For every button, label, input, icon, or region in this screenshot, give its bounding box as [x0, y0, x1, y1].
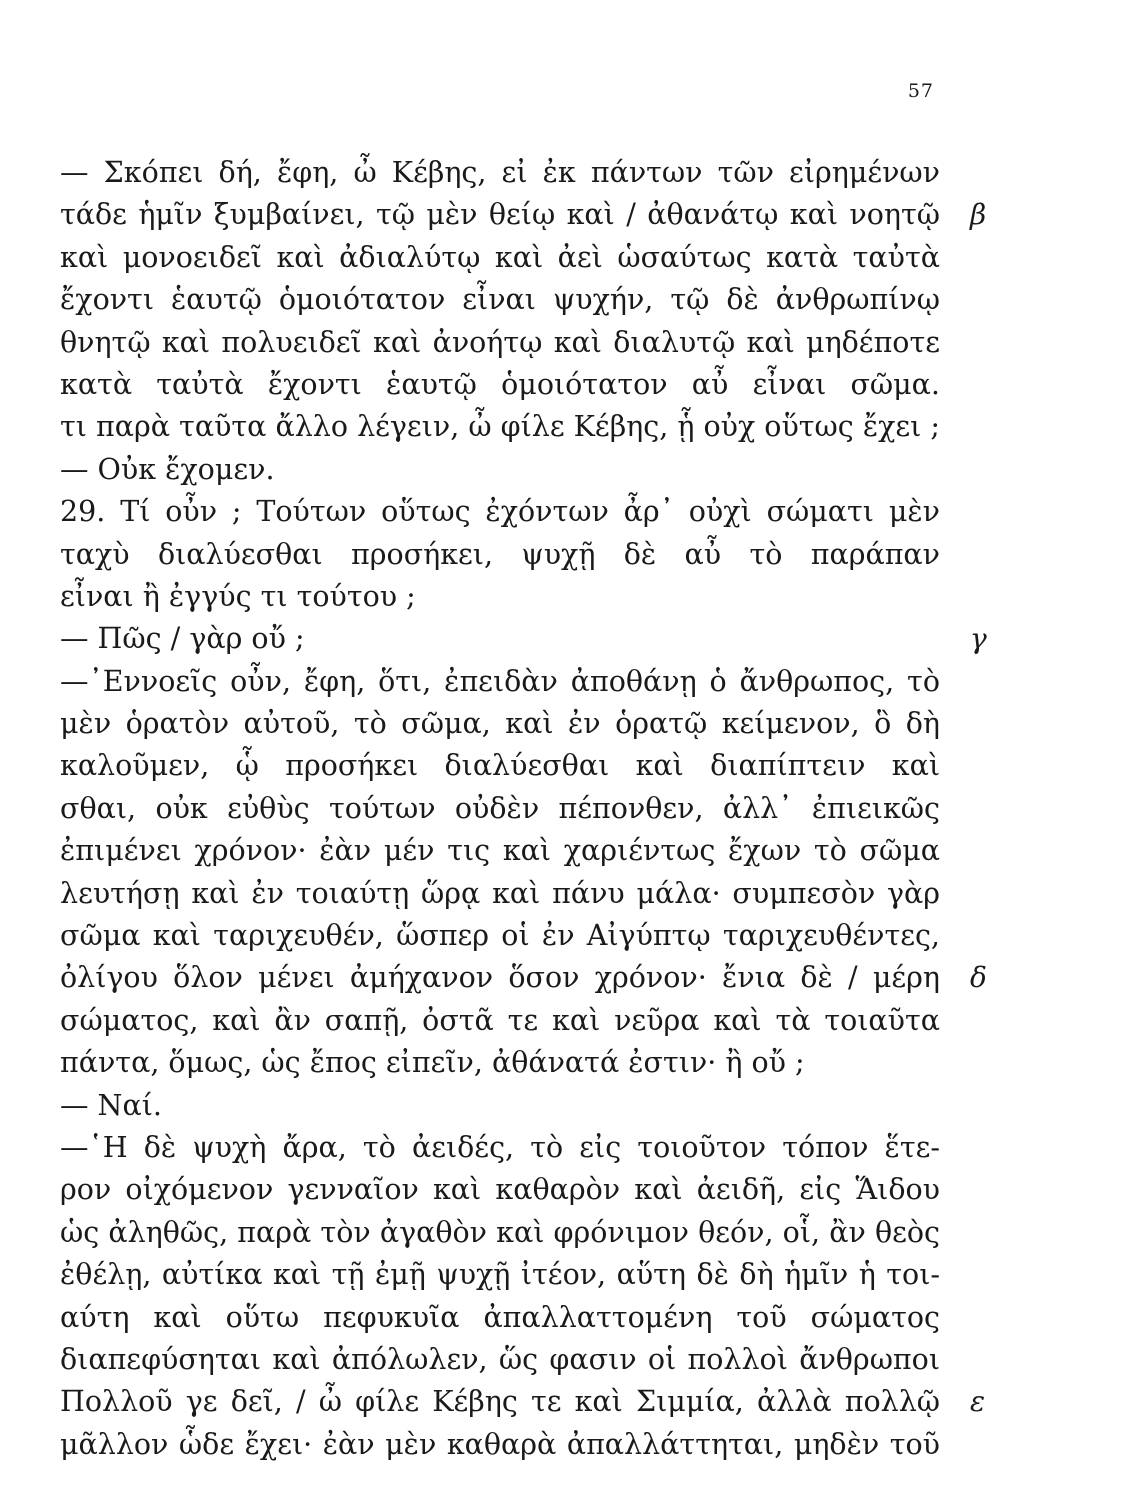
text-line-content: διαπεφύσηται καὶ ἀπόλωλεν, ὥς φασιν οἱ πολλοὶ ἄνθρωποι [60, 1342, 940, 1376]
text-line-content: ρον οἰχόμενον γενναῖον καὶ καθαρὸν καὶ ἀειδῆ, εἰς Ἅιδου [60, 1173, 940, 1207]
text-line-content: καὶ μονοειδεῖ καὶ ἀδιαλύτῳ καὶ ἀεὶ ὡσαύτως κατὰ ταὐτὰ [60, 240, 940, 274]
text-line [0, 237, 1124, 279]
text-line [0, 491, 1124, 533]
text-line-content: ἔχοντι ἑαυτῷ ὁμοιότατον εἶναι ψυχήν, τῷ δὲ ἀνθρωπίνῳ [60, 283, 940, 317]
text-line-content: μὲν ὁρατὸν αὐτοῦ, τὸ σῶμα, καὶ ἐν ὁρατῷ κείμενον, ὃ δὴ [60, 707, 940, 741]
text-line-content: ἐπιμένει χρόνον· ἐὰν μέν τις καὶ χαριέντως ἔχων τὸ σῶμα [60, 834, 940, 868]
text-line [0, 1169, 1124, 1211]
text-line-content: σθαι, οὐκ εὐθὺς τούτων οὐδὲν πέπονθεν, ἀλλ᾿ ἐπιεικῶς [60, 791, 940, 825]
text-line [0, 1254, 1124, 1296]
stephanus-margin-marker: δ [970, 961, 987, 995]
page-number: 57 [907, 80, 934, 102]
text-line [0, 830, 1124, 872]
text-line-content: — Ναί. [60, 1088, 162, 1122]
text-line [0, 364, 1124, 406]
text-line-content: — Σκόπει δή, ἔφη, ὦ Κέβης, εἰ ἐκ πάντων τῶν εἰρημένων [60, 156, 940, 189]
stephanus-margin-marker: γ [970, 622, 987, 656]
text-line-content: θνητῷ καὶ πολυειδεῖ καὶ ἀνοήτῳ καὶ διαλυτῷ καὶ μηδέποτε [60, 325, 940, 359]
greek-text-body [0, 152, 1124, 1466]
text-line [0, 279, 1124, 321]
text-line-content: —῾Η δὲ ψυχὴ ἄρα, τὸ ἀειδές, τὸ εἰς τοιοῦτον τόπον ἕτε- [60, 1130, 940, 1164]
text-line-content: μᾶλλον ὧδε ἔχει· ἐὰν μὲν καθαρὰ ἀπαλλάττηται, μηδὲν τοῦ [60, 1427, 940, 1461]
text-line [0, 1381, 1124, 1423]
text-line [0, 618, 1124, 660]
text-line-content: — Οὐκ ἔχομεν. [60, 452, 275, 486]
text-line [0, 1297, 1124, 1339]
text-line [0, 873, 1124, 915]
text-line-content: τι παρὰ ταῦτα ἄλλο λέγειν, ὦ φίλε Κέβης, ᾗ οὐχ οὕτως ἔχει ; [60, 410, 940, 444]
text-line [0, 449, 1124, 491]
text-line-content: 29. Τί οὖν ; Τούτων οὕτως ἐχόντων ἆρ᾿ οὐχὶ σώματι μὲν [60, 495, 940, 529]
text-line [0, 957, 1124, 999]
text-line [0, 534, 1124, 576]
text-line [0, 576, 1124, 618]
text-line-content: ὡς ἀληθῶς, παρὰ τὸν ἀγαθὸν καὶ φρόνιμον θεόν, οἷ, ἂν θεὸς [60, 1215, 940, 1249]
text-line-content: ὀλίγου ὅλον μένει ἀμήχανον ὅσον χρόνον· ἔνια δὲ / μέρη [60, 961, 940, 995]
stephanus-margin-marker: ε [970, 1385, 986, 1419]
text-line-content: καλοῦμεν, ᾧ προσήκει διαλύεσθαι καὶ διαπίπτειν καὶ [60, 749, 940, 783]
text-line-content: σῶμα καὶ ταριχευθέν, ὥσπερ οἱ ἐν Αἰγύπτῳ ταριχευθέντες, [60, 919, 940, 953]
text-line-content: τάδε ἡμῖν ξυμβαίνει, τῷ μὲν θείῳ καὶ / ἀθανάτῳ καὶ νοητῷ [60, 198, 940, 232]
text-line-content: λευτήσῃ καὶ ἐν τοιαύτῃ ὥρᾳ καὶ πάνυ μάλα· συμπεσὸν γὰρ [60, 876, 940, 910]
text-line [0, 1212, 1124, 1254]
text-line [0, 322, 1124, 364]
text-line-content: σώματος, καὶ ἂν σαπῇ, ὀστᾶ τε καὶ νεῦρα καὶ τὰ τοιαῦτα [60, 1003, 940, 1037]
text-line [0, 1042, 1124, 1084]
text-line [0, 194, 1124, 236]
text-line-content: κατὰ ταὐτὰ ἔχοντι ἑαυτῷ ὁμοιότατον αὖ εἶναι σῶμα. [60, 367, 940, 401]
text-line [0, 152, 1124, 194]
text-line [0, 1085, 1124, 1127]
text-line [0, 1000, 1124, 1042]
stephanus-margin-marker: β [970, 198, 987, 232]
text-line [0, 661, 1124, 703]
text-line-content: εἶναι ἢ ἐγγύς τι τούτου ; [60, 579, 416, 613]
text-line-content: — Πῶς / γὰρ οὔ ; [60, 622, 305, 656]
text-line [0, 1127, 1124, 1169]
text-line-content: πάντα, ὅμως, ὡς ἔπος εἰπεῖν, ἀθάνατά ἐστιν· ἢ οὔ ; [60, 1046, 805, 1080]
text-line-content: αύτη καὶ οὕτω πεφυκυῖα ἀπαλλαττομένη τοῦ σώματος [60, 1300, 940, 1334]
text-line [0, 1339, 1124, 1381]
text-line-content: ἐθέλῃ, αὐτίκα καὶ τῇ ἐμῇ ψυχῇ ἰτέον, αὕτη δὲ δὴ ἡμῖν ἡ τοι- [60, 1258, 940, 1292]
text-line-content: ταχὺ διαλύεσθαι προσήκει, ψυχῇ δὲ αὖ τὸ παράπαν [60, 537, 940, 571]
text-line [0, 788, 1124, 830]
text-line-content: Πολλοῦ γε δεῖ, / ὦ φίλε Κέβης τε καὶ Σιμμία, ἀλλὰ πολλῷ [60, 1385, 940, 1419]
text-line [0, 915, 1124, 957]
text-line [0, 406, 1124, 448]
text-line [0, 1424, 1124, 1466]
text-line-content: —᾿Εννοεῖς οὖν, ἔφη, ὅτι, ἐπειδὰν ἀποθάνῃ ὁ ἄνθρωπος, τὸ [60, 664, 940, 698]
text-line [0, 745, 1124, 787]
text-line [0, 703, 1124, 745]
